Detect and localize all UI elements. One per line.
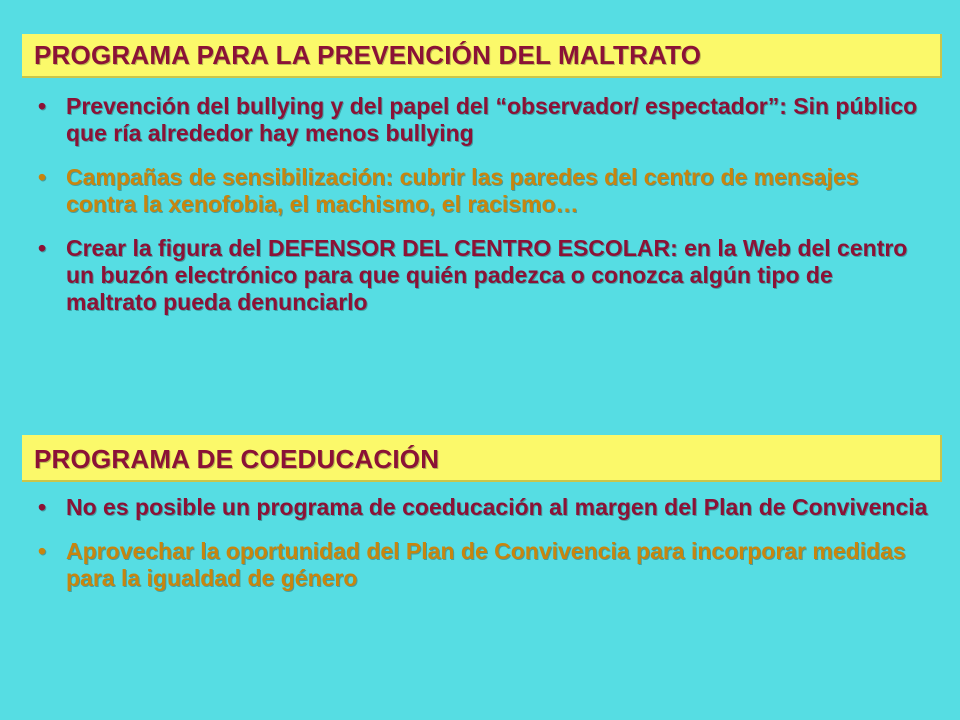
list-item-text: Aprovechar la oportunidad del Plan de Convivencia para incorporar medidas para la igualdad de género [66,538,906,591]
bullet-list-maltrato [38,93,928,316]
list-item [38,235,928,316]
list-item-text: Prevención del bullying y del papel del “observador/ espectador”: Sin público que ría alrededor hay menos bullying [66,93,918,146]
bullet-list-coeducacion [38,494,928,592]
list-item [38,164,928,218]
bullet-icon: • [38,494,47,520]
section-header-coeducacion [22,435,942,482]
bullet-icon: • [38,93,47,119]
section-title-coeducacion: PROGRAMA DE COEDUCACIÓN [34,444,440,474]
list-item-text: No es posible un programa de coeducación al margen del Plan de Convivencia [66,494,928,520]
list-item [38,494,928,521]
bullet-icon: • [38,235,47,261]
list-item-text: Crear la figura del DEFENSOR DEL CENTRO ESCOLAR: en la Web del centro un buzón electrónico para que quién padezca o conozca algún tipo de maltrato pueda denunciarlo [66,235,908,315]
list-item [38,93,928,147]
bullet-icon: • [38,538,47,564]
section-title-maltrato: PROGRAMA PARA LA PREVENCIÓN DEL MALTRATO [34,40,702,70]
bullet-icon: • [38,164,47,190]
list-item [38,538,928,592]
list-item-text: Campañas de sensibilización: cubrir las paredes del centro de mensajes contra la xenofobia, el machismo, el racismo… [66,164,859,217]
section-header-maltrato [22,34,942,78]
